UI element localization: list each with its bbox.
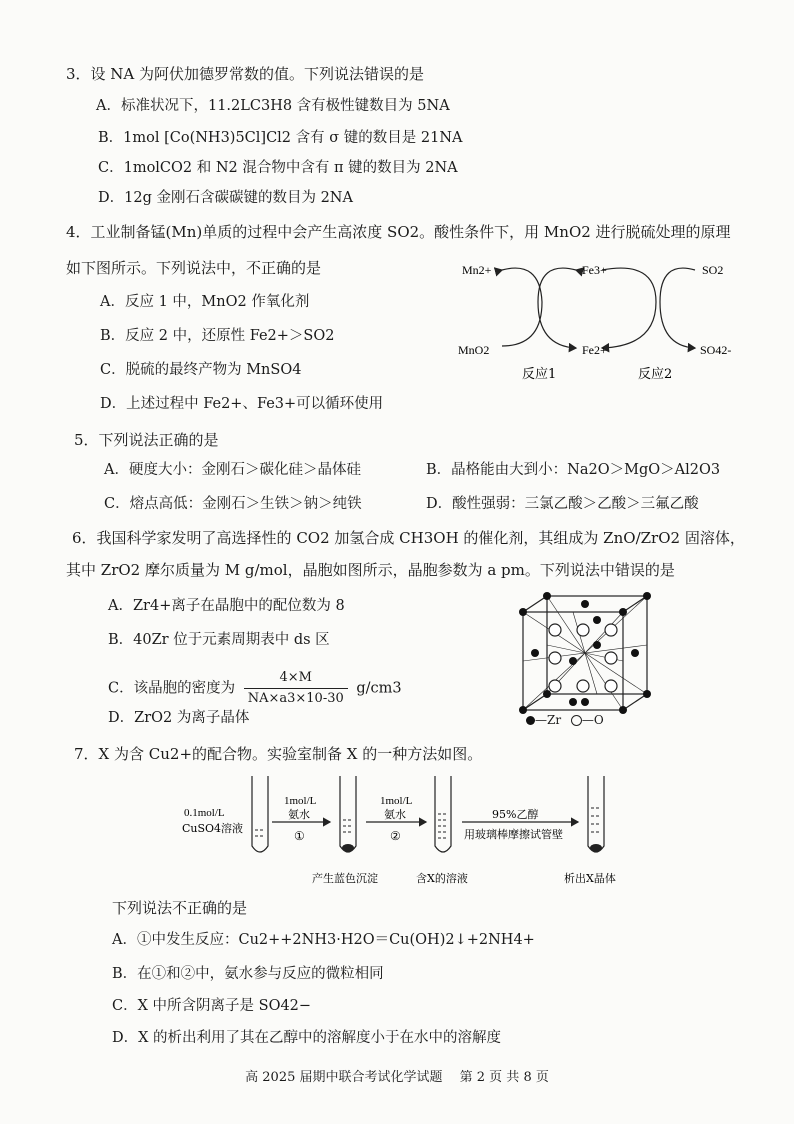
tube3-caption: 含X的溶液 — [416, 872, 468, 885]
q6-stem-line2: 其中 ZrO2 摩尔质量为 M g/mol，晶胞如图所示，晶胞参数为 a pm。下列说法中错误的是 — [66, 561, 675, 579]
o-atom-icon — [571, 715, 582, 726]
q5-option-b: B．晶格能由大到小：Na2O＞MgO＞Al2O3 — [426, 462, 721, 478]
label-so4: SO42- — [700, 343, 732, 357]
test-tube-4 — [588, 776, 604, 852]
q6-option-c — [108, 668, 402, 709]
page-footer: 高 2025 届期中联合考试化学试题 第 2 页 共 8 页 — [245, 1070, 549, 1085]
step3-operation: 用玻璃棒摩擦试管壁 — [464, 828, 563, 841]
density-fraction — [244, 668, 348, 709]
q3-option-a: A．标准状况下，11.2LC3H8 含有极性键数目为 5NA — [96, 98, 450, 114]
q4-option-a: A．反应 1 中，MnO2 作氧化剂 — [100, 294, 310, 310]
q3-option-b: B．1mol [Co(NH3)5Cl]Cl2 含有 σ 键的数目是 21NA — [98, 130, 463, 146]
label-fe2: Fe2+ — [582, 343, 607, 357]
label-reaction1: 反应1 — [522, 367, 557, 382]
q6-option-b: B．40Zr 位于元素周期表中 ds 区 — [108, 632, 330, 648]
legend-o: —O — [581, 713, 604, 727]
q3-stem: 3．设 NA 为阿伏加德罗常数的值。下列说法错误的是 — [66, 65, 425, 83]
tube4-caption: 析出X晶体 — [564, 872, 616, 885]
q4-stem-line1: 4．工业制备锰(Mn)单质的过程中会产生高浓度 SO2。酸性条件下，用 MnO2 进行脱硫处理的原理 — [66, 223, 731, 241]
q5-option-a: A．硬度大小：金刚石＞碳化硅＞晶体硅 — [104, 462, 361, 478]
label-mn2: Mn2+ — [462, 263, 492, 277]
label-fe3: Fe3+ — [582, 263, 607, 277]
q4-option-b: B．反应 2 中，还原性 Fe2+＞SO2 — [100, 328, 335, 344]
legend-zr: —Zr — [535, 713, 562, 727]
step2-concentration: 1mol/L — [380, 795, 413, 807]
zr-atom-icon — [526, 716, 535, 725]
density-unit: g/cm3 — [356, 680, 402, 697]
label-mno2: MnO2 — [458, 343, 490, 357]
q4-stem-line2: 如下图所示。下列说法中，不正确的是 — [66, 259, 322, 277]
label-so2: SO2 — [702, 263, 724, 277]
q7-intro: 下列说法不正确的是 — [112, 899, 248, 917]
q5-option-d: D．酸性强弱：三氯乙酸＞乙酸＞三氟乙酸 — [426, 496, 699, 512]
preparation-flow-diagram — [180, 770, 620, 890]
crystal-legend — [526, 710, 604, 730]
fraction-denominator: NA×a3×10-30 — [247, 691, 344, 706]
q3-option-c: C．1molCO2 和 N2 混合物中含有 π 键的数目为 2NA — [98, 160, 458, 176]
fraction-numerator: 4×M — [244, 668, 348, 689]
test-tube-2 — [340, 776, 356, 852]
step2-number: ② — [390, 829, 401, 843]
redox-cycle-diagram — [450, 250, 740, 390]
step1-number: ① — [294, 829, 305, 843]
reaction2-arc-left — [602, 268, 656, 348]
step1-concentration: 1mol/L — [284, 795, 317, 807]
q4-option-d: D．上述过程中 Fe2+、Fe3+可以循环使用 — [100, 396, 384, 412]
tube2-caption: 产生蓝色沉淀 — [312, 872, 378, 885]
reagent-concentration: 0.1mol/L — [184, 807, 225, 819]
q4-option-c: C．脱硫的最终产物为 MnSO4 — [100, 362, 302, 378]
reaction1-arc-left — [502, 268, 542, 346]
q7-stem: 7．X 为含 Cu2+的配合物。实验室制备 X 的一种方法如图。 — [74, 745, 483, 763]
reaction2-arc-right — [660, 268, 695, 348]
step3-reagent: 95%乙醇 — [492, 808, 539, 821]
step1-reagent: 氨水 — [288, 808, 310, 821]
reaction1-arc-right — [538, 268, 576, 348]
reagent-name: CuSO4溶液 — [182, 822, 244, 835]
q7-option-a: A．①中发生反应：Cu2++2NH3·H2O＝Cu(OH)2↓+2NH4+ — [112, 932, 535, 948]
q5-stem: 5．下列说法正确的是 — [74, 431, 219, 449]
q6-stem-line1: 6．我国科学家发明了高选择性的 CO2 加氢合成 CH3OH 的催化剂，其组成为 ZnO/ZrO2 固溶体， — [72, 529, 745, 547]
crystal-blob — [590, 844, 602, 852]
label-reaction2: 反应2 — [638, 367, 673, 382]
q6-option-c-prefix: C．该晶胞的密度为 — [108, 680, 236, 697]
test-tube-1 — [252, 776, 268, 852]
q7-option-d: D．X 的析出利用了其在乙醇中的溶解度小于在水中的溶解度 — [112, 1030, 502, 1046]
q6-option-a: A．Zr4+离子在晶胞中的配位数为 8 — [108, 598, 345, 614]
q6-option-d: D．ZrO2 为离子晶体 — [108, 710, 250, 726]
q7-option-b: B．在①和②中，氨水参与反应的微粒相同 — [112, 966, 384, 982]
q3-option-d: D．12g 金刚石含碳碳键的数目为 2NA — [98, 190, 353, 206]
q7-option-c: C．X 中所含阴离子是 SO42− — [112, 998, 312, 1014]
precipitate-blob — [342, 844, 354, 852]
q5-option-c: C．熔点高低：金刚石＞生铁＞钠＞纯铁 — [104, 496, 362, 512]
step2-reagent: 氨水 — [384, 808, 406, 821]
